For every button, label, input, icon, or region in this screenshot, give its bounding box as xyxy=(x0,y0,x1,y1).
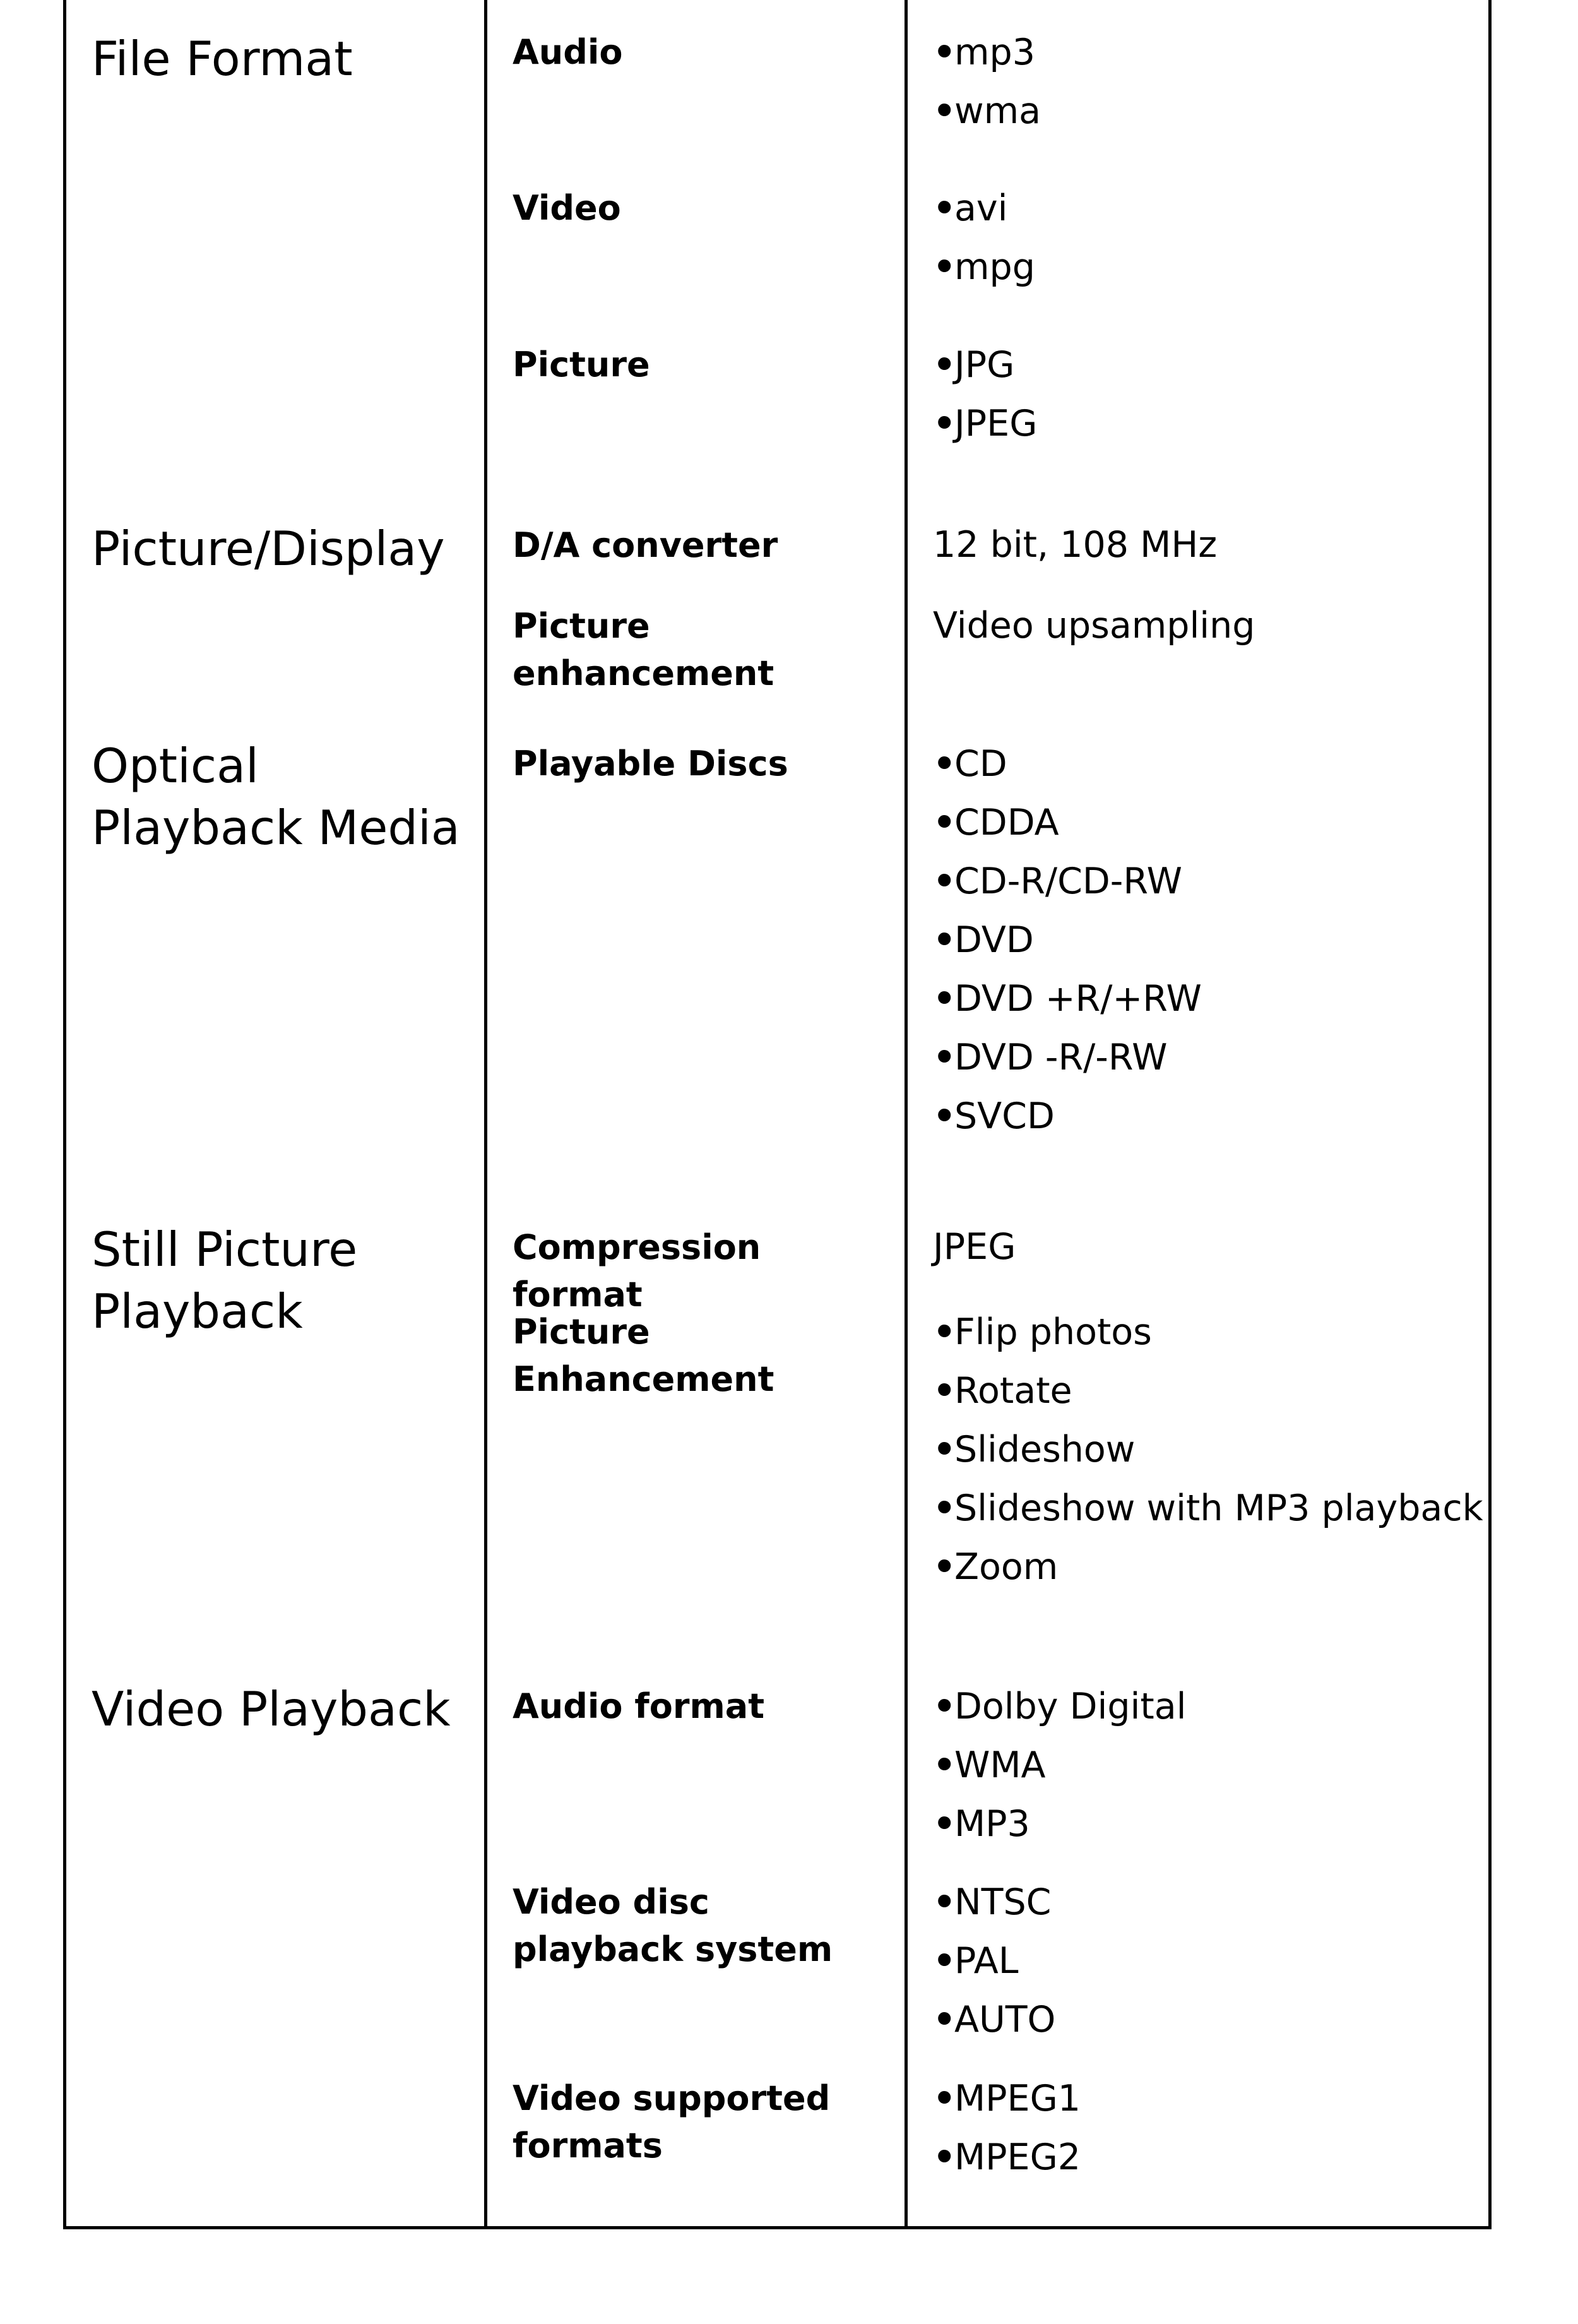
spec-label: Video supported formats xyxy=(513,2078,831,2166)
list-item: •mpg xyxy=(933,238,1501,297)
bullet-icon: • xyxy=(933,1546,956,1588)
list-item: •MP3 xyxy=(933,1795,1501,1854)
section-title: Optical Playback Media xyxy=(92,738,460,855)
list-item: •Dolby Digital xyxy=(933,1677,1501,1736)
spec-label: Playable Discs xyxy=(513,744,788,784)
list-item: •DVD +R/+RW xyxy=(933,970,1501,1028)
spec-value-list xyxy=(933,336,1501,453)
list-item: •JPG xyxy=(933,336,1501,395)
bullet-icon: • xyxy=(933,1803,956,1845)
bullet-icon: • xyxy=(933,1999,956,2041)
spec-value-list xyxy=(933,1677,1501,1854)
bullet-icon: • xyxy=(933,1311,956,1353)
list-item: •PAL xyxy=(933,1932,1501,1991)
spec-value-list xyxy=(933,179,1501,297)
table-border-left xyxy=(63,0,66,2229)
bullet-icon: • xyxy=(933,919,956,961)
bullet-icon: • xyxy=(933,2136,956,2178)
list-item: •Slideshow with MP3 playback xyxy=(933,1479,1501,1538)
list-item: •avi xyxy=(933,179,1501,238)
bullet-icon: • xyxy=(933,1429,956,1470)
column-divider-1 xyxy=(484,0,487,2229)
list-item: •SVCD xyxy=(933,1087,1501,1146)
list-item: •mp3 xyxy=(933,23,1501,82)
bullet-icon: • xyxy=(933,344,956,386)
list-item: •wma xyxy=(933,82,1501,141)
spec-label: Video disc playback system xyxy=(513,1882,833,1969)
table-border-bottom xyxy=(63,2226,1492,2229)
list-item: •Flip photos xyxy=(933,1303,1501,1362)
section-title: Still Picture Playback xyxy=(92,1222,358,1339)
section-title: File Format xyxy=(92,31,353,86)
spec-label: Audio format xyxy=(513,1686,765,1726)
spec-value-list xyxy=(933,735,1501,1146)
list-item: •CD xyxy=(933,735,1501,794)
list-item: •Rotate xyxy=(933,1362,1501,1421)
bullet-icon: • xyxy=(933,802,956,843)
bullet-icon: • xyxy=(933,2078,956,2119)
bullet-icon: • xyxy=(933,32,956,73)
bullet-icon: • xyxy=(933,1037,956,1078)
bullet-icon: • xyxy=(933,1881,956,1923)
bullet-icon: • xyxy=(933,188,956,229)
bullet-icon: • xyxy=(933,403,956,444)
list-item: •CD-R/CD-RW xyxy=(933,852,1501,911)
bullet-icon: • xyxy=(933,1744,956,1786)
list-item: •DVD -R/-RW xyxy=(933,1028,1501,1087)
bullet-icon: • xyxy=(933,1487,956,1529)
spec-value: 12 bit, 108 MHz xyxy=(933,524,1218,566)
spec-label: D/A converter xyxy=(513,525,778,565)
spec-value: Video upsampling xyxy=(933,605,1255,647)
list-item: •MPEG1 xyxy=(933,2070,1501,2128)
spec-label: Picture enhancement xyxy=(513,606,774,693)
section-title: Picture/Display xyxy=(92,521,445,576)
spec-value-list xyxy=(933,23,1501,141)
bullet-icon: • xyxy=(933,246,956,288)
spec-label: Audio xyxy=(513,32,623,72)
spec-value-list xyxy=(933,1873,1501,2049)
list-item: •MPEG2 xyxy=(933,2128,1501,2187)
column-divider-2 xyxy=(905,0,908,2229)
bullet-icon: • xyxy=(933,743,956,785)
list-item: •AUTO xyxy=(933,1991,1501,2049)
bullet-icon: • xyxy=(933,1940,956,1982)
list-item: •NTSC xyxy=(933,1873,1501,1932)
bullet-icon: • xyxy=(933,1370,956,1412)
bullet-icon: • xyxy=(933,861,956,902)
section-title: Video Playback xyxy=(92,1681,451,1737)
list-item: •WMA xyxy=(933,1736,1501,1795)
list-item: •Slideshow xyxy=(933,1421,1501,1479)
list-item: •JPEG xyxy=(933,395,1501,453)
list-item: •CDDA xyxy=(933,794,1501,852)
bullet-icon: • xyxy=(933,978,956,1020)
spec-label: Picture Enhancement xyxy=(513,1312,774,1399)
list-item: •DVD xyxy=(933,911,1501,970)
spec-label: Picture xyxy=(513,345,650,384)
spec-value: JPEG xyxy=(933,1226,1016,1268)
spec-label: Compression format xyxy=(513,1227,761,1314)
spec-value-list xyxy=(933,1303,1501,1597)
spec-value-list xyxy=(933,2070,1501,2187)
list-item: •Zoom xyxy=(933,1538,1501,1597)
bullet-icon: • xyxy=(933,1095,956,1137)
bullet-icon: • xyxy=(933,1686,956,1727)
bullet-icon: • xyxy=(933,90,956,132)
spec-label: Video xyxy=(513,188,621,228)
